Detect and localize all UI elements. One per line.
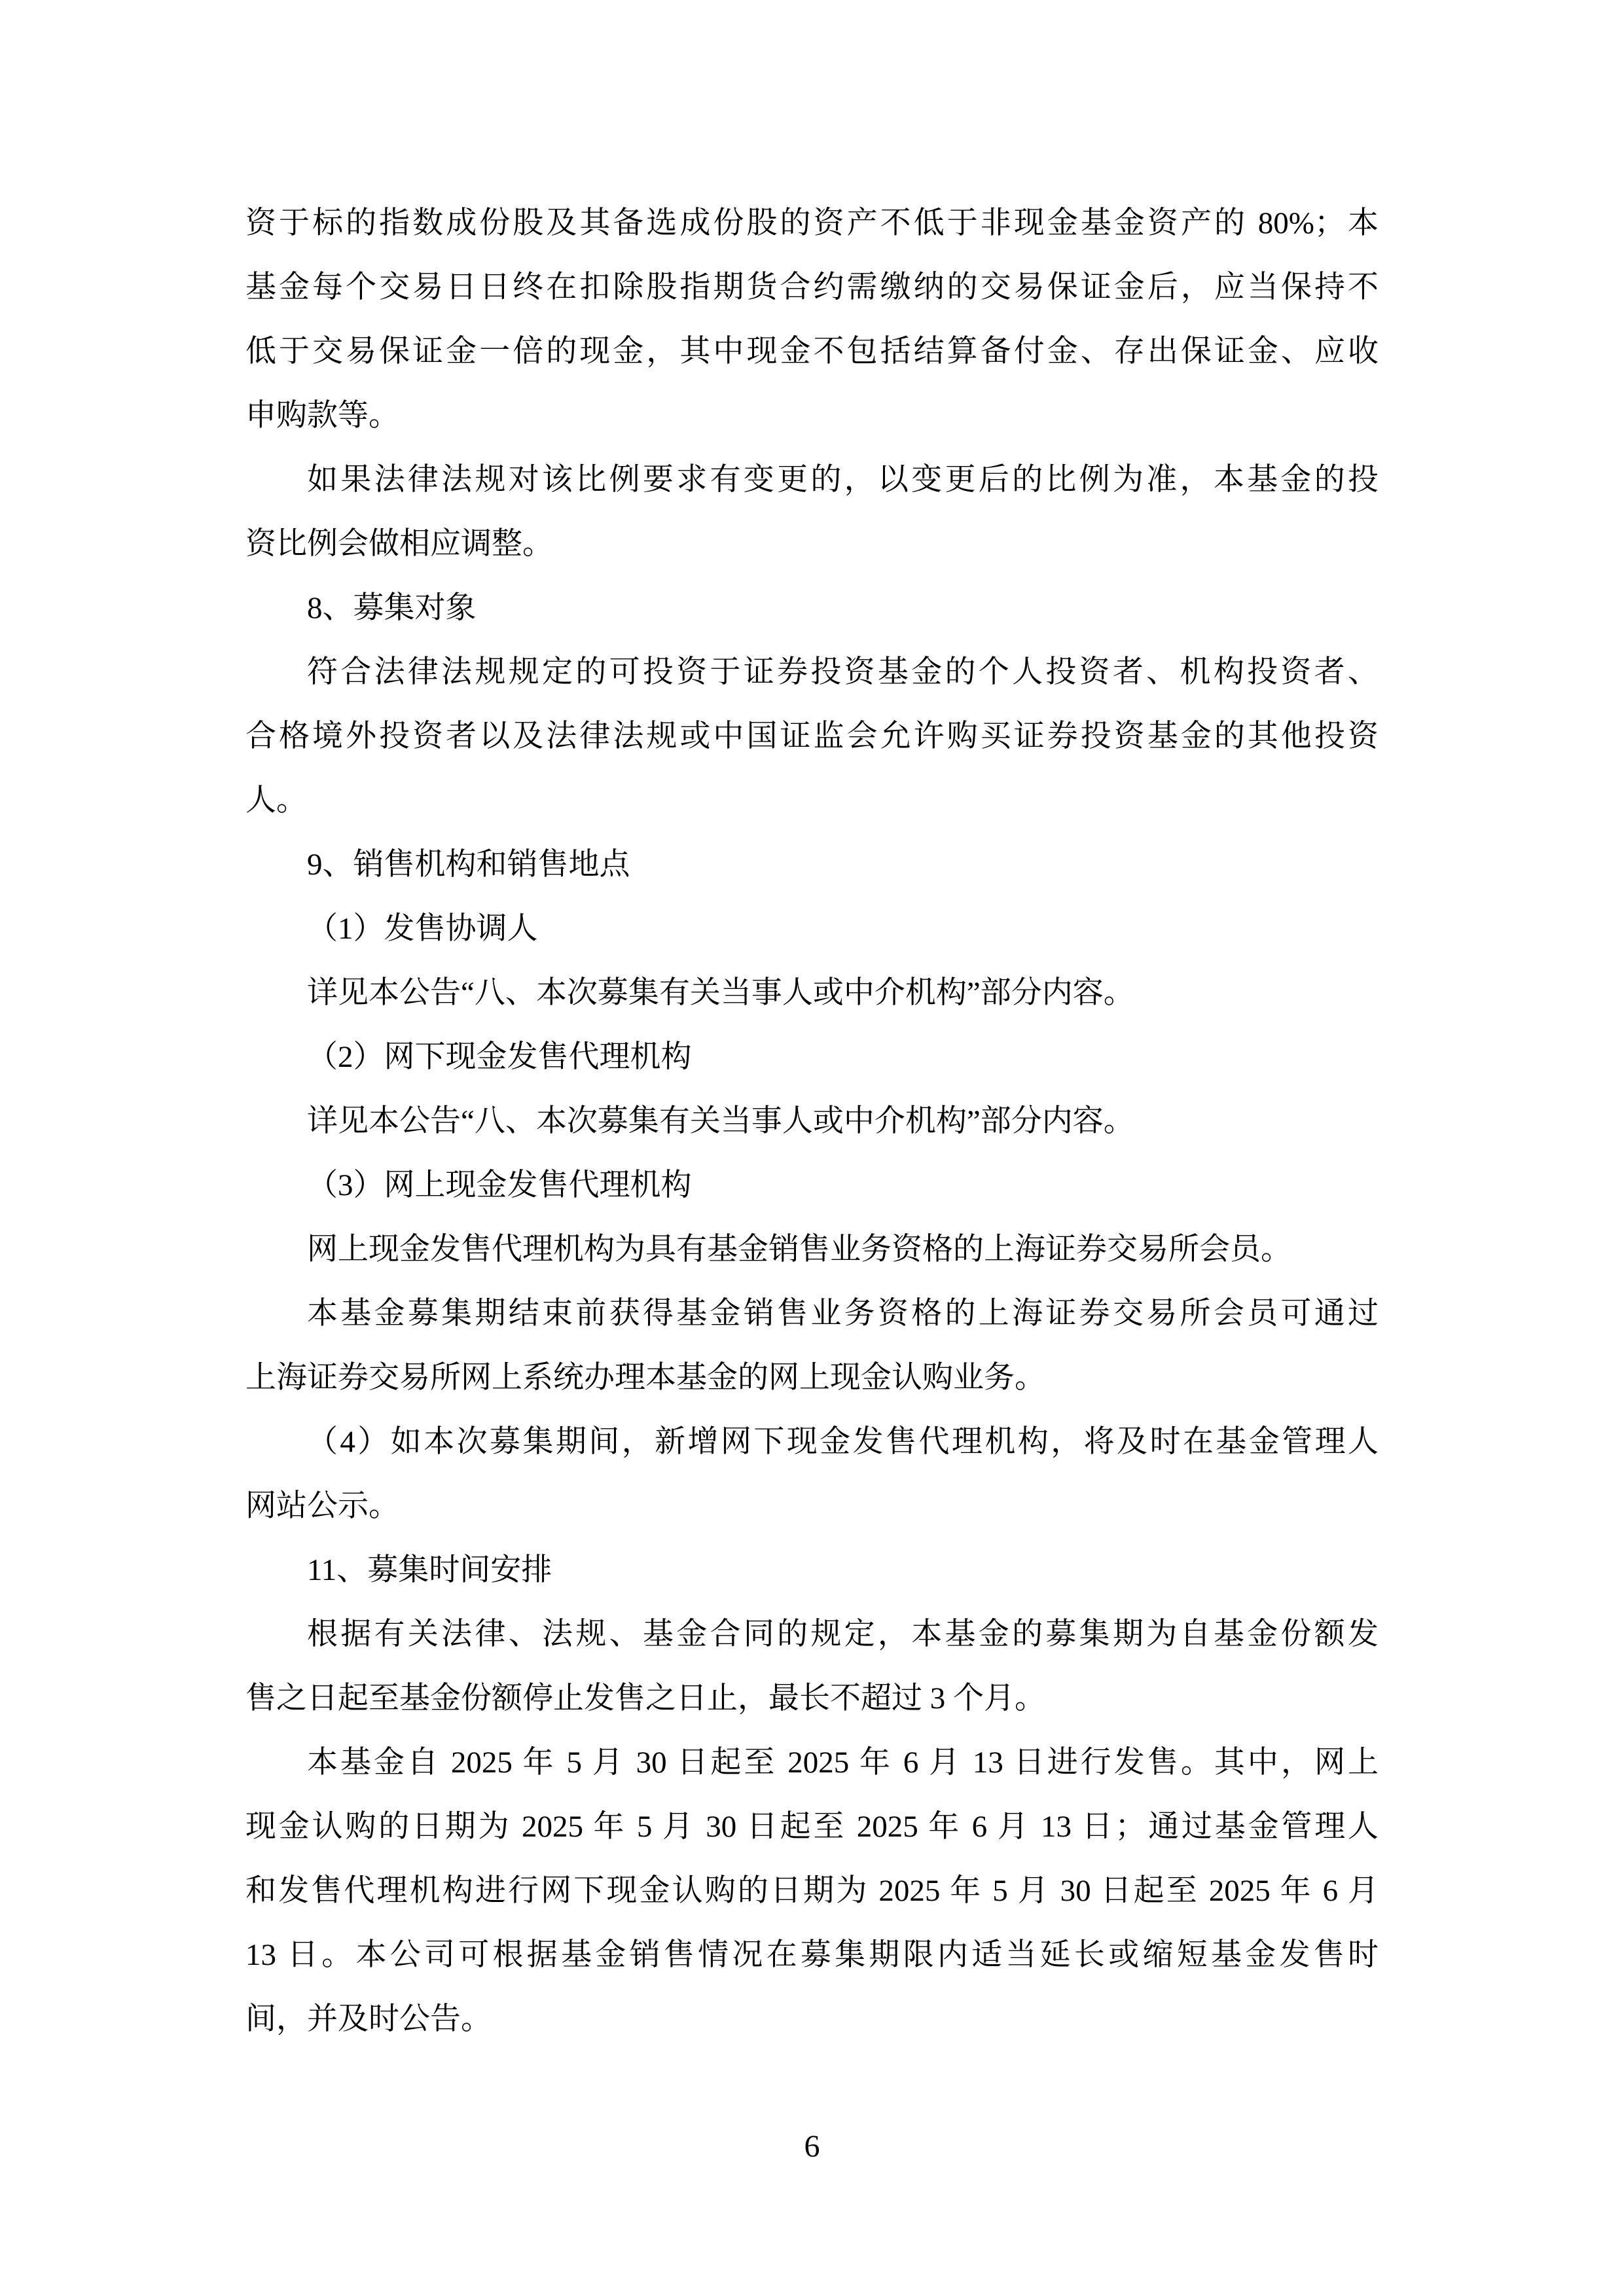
text-line: 基金每个交易日日终在扣除股指期货合约需缴纳的交易保证金后，应当保持不 bbox=[245, 270, 1379, 304]
text-line: （1）发售协调人 bbox=[307, 912, 538, 946]
text-line: 根据有关法律、法规、基金合同的规定，本基金的募集期为自基金份额发 bbox=[307, 1617, 1379, 1651]
text-line: 资于标的指数成份股及其备选成份股的资产不低于非现金基金资产的 80%；本 bbox=[245, 206, 1379, 240]
text-line: 间，并及时公告。 bbox=[245, 2002, 492, 2036]
text-line: 人。 bbox=[245, 783, 307, 817]
page-body bbox=[245, 191, 1379, 2051]
text-line: 低于交易保证金一倍的现金，其中现金不包括结算备付金、存出保证金、应收 bbox=[245, 334, 1379, 368]
text-line: 网站公示。 bbox=[245, 1489, 399, 1523]
text-line: 符合法律法规规定的可投资于证券投资基金的个人投资者、机构投资者、 bbox=[307, 655, 1379, 689]
text-line: 详见本公告“八、本次募集有关当事人或中介机构”部分内容。 bbox=[307, 1104, 1134, 1138]
text-line: 11、募集时间安排 bbox=[307, 1553, 552, 1587]
text-line: 如果法律法规对该比例要求有变更的，以变更后的比例为准，本基金的投 bbox=[307, 463, 1379, 497]
page-number: 6 bbox=[804, 2129, 820, 2164]
text-line: 和发售代理机构进行网下现金认购的日期为 2025 年 5 月 30 日起至 2025 年 6 月 bbox=[245, 1874, 1379, 1908]
text-line: 13 日。本公司可根据基金销售情况在募集期限内适当延长或缩短基金发售时 bbox=[245, 1938, 1379, 1972]
text-line: 详见本公告“八、本次募集有关当事人或中介机构”部分内容。 bbox=[307, 976, 1134, 1010]
text-line: 8、募集对象 bbox=[307, 591, 477, 625]
text-line: 资比例会做相应调整。 bbox=[245, 527, 553, 561]
text-line: 9、销售机构和销售地点 bbox=[307, 848, 630, 882]
text-line: 上海证券交易所网上系统办理本基金的网上现金认购业务。 bbox=[245, 1361, 1045, 1395]
text-line: （4）如本次募集期间，新增网下现金发售代理机构，将及时在基金管理人 bbox=[307, 1425, 1379, 1459]
text-line: 合格境外投资者以及法律法规或中国证监会允许购买证券投资基金的其他投资 bbox=[245, 719, 1379, 753]
text-line: （2）网下现金发售代理机构 bbox=[307, 1040, 692, 1074]
text-line: 本基金募集期结束前获得基金销售业务资格的上海证券交易所会员可通过 bbox=[307, 1297, 1379, 1331]
text-line: 售之日起至基金份额停止发售之日止，最长不超过 3 个月。 bbox=[245, 1681, 1045, 1715]
text-line: 网上现金发售代理机构为具有基金销售业务资格的上海证券交易所会员。 bbox=[307, 1232, 1291, 1266]
text-line: 现金认购的日期为 2025 年 5 月 30 日起至 2025 年 6 月 13 日；通过基金管理人 bbox=[245, 1810, 1379, 1844]
text-line: 本基金自 2025 年 5 月 30 日起至 2025 年 6 月 13 日进行发售。其中，网上 bbox=[307, 1746, 1379, 1780]
text-line: （3）网上现金发售代理机构 bbox=[307, 1168, 692, 1202]
text-line: 申购款等。 bbox=[245, 399, 399, 433]
